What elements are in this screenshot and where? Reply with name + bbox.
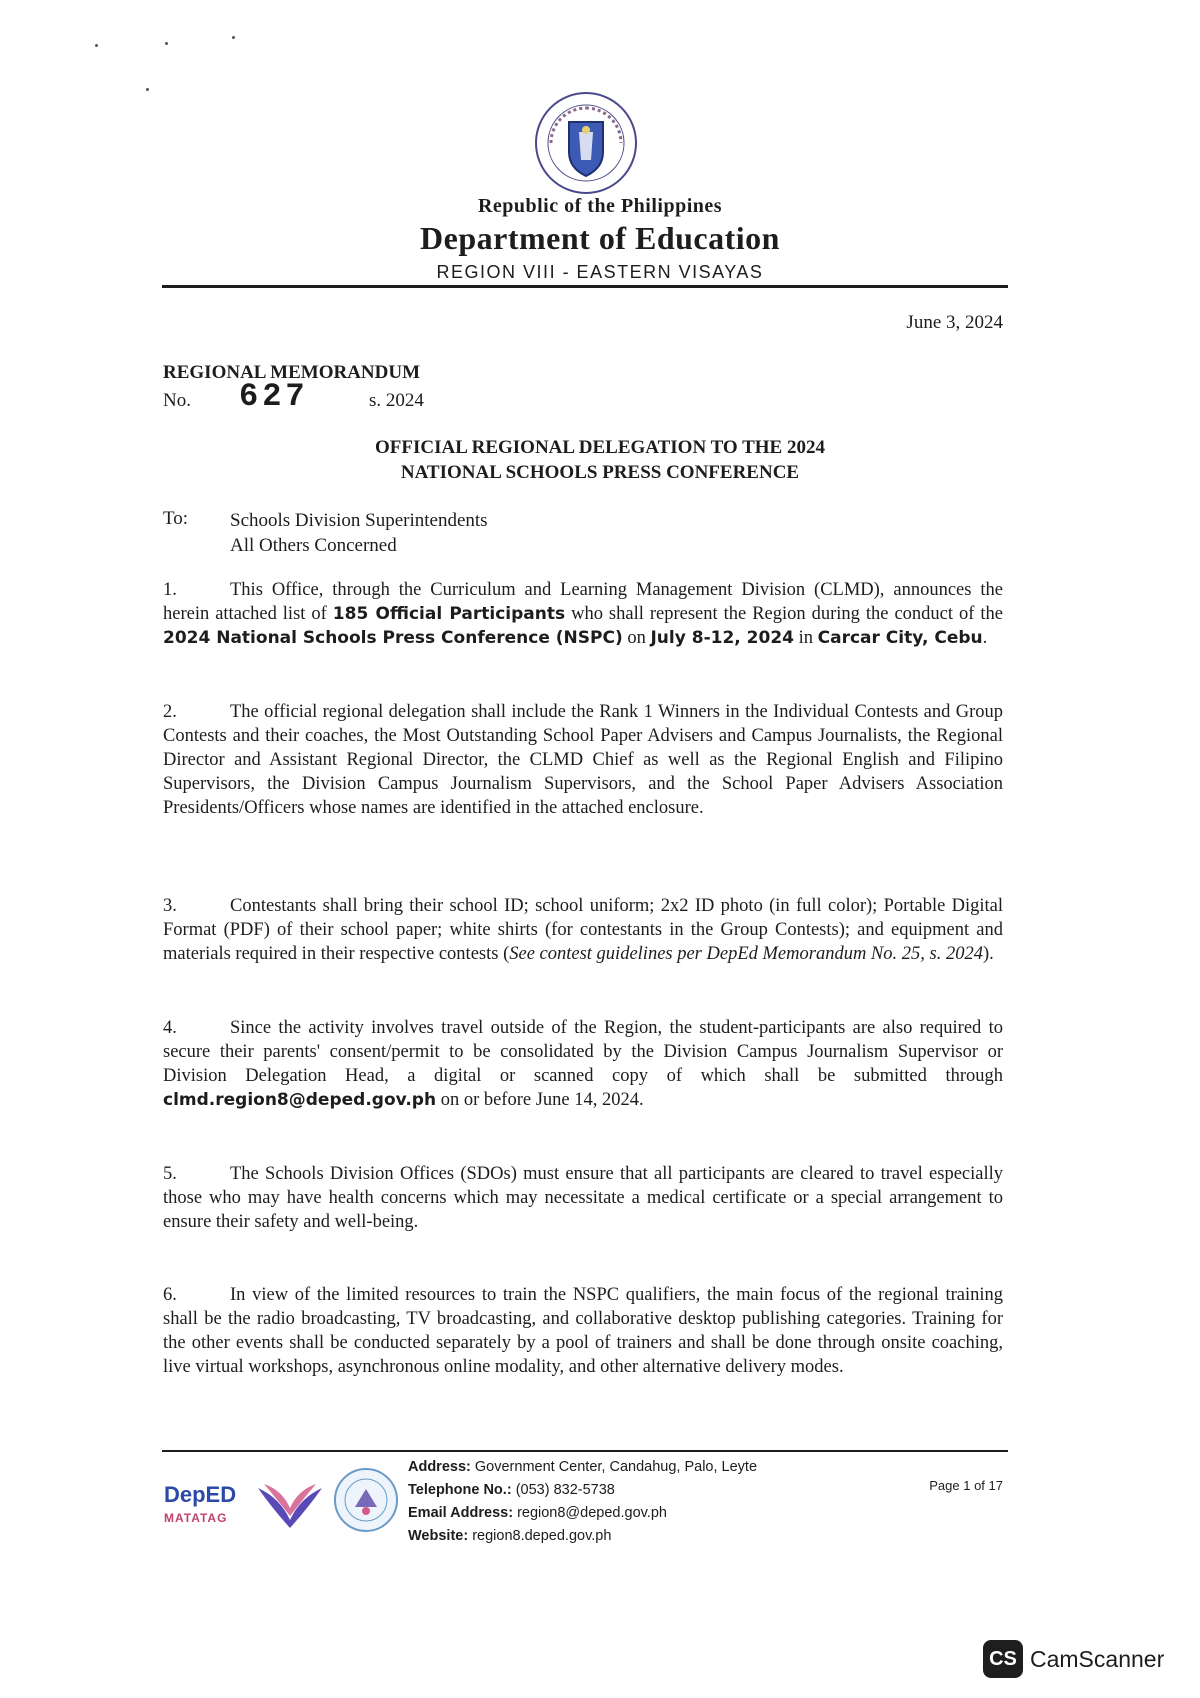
footer-contact (408, 1456, 757, 1548)
deped-logo (164, 1472, 248, 1532)
subject-line-1: OFFICIAL REGIONAL DELEGATION TO THE 2024 (375, 437, 825, 458)
email-link[interactable]: clmd.region8@deped.gov.ph (163, 1090, 437, 1110)
paragraph-number: 3. (163, 896, 177, 916)
paragraph-text: The official regional delegation shall include the Rank 1 Winners in the Individual Contests and Group Contests and their coaches, the Most Outstanding School Paper Advisers and Campus Journalists, the Regional Director and Assistant Regional Director, the CLMD Chief as well as the Regional English and Filipino Supervisors, the Division Campus Journalism Supervisors, and the School Paper Advisers Association Presidents/Officers whose names are identified in the attached enclosure. (163, 702, 1003, 818)
bagong-pilipinas-logo (250, 1468, 330, 1536)
header-divider (162, 285, 1008, 288)
website-label: Website: (408, 1528, 469, 1544)
paragraph-number: 4. (163, 1018, 177, 1038)
paragraph-text: ). (982, 944, 994, 964)
phone-label: Telephone No.: (408, 1482, 512, 1498)
recipient-list (230, 508, 488, 558)
phone-value: (053) 832-5738 (515, 1482, 615, 1498)
paragraph-bold: Carcar City, Cebu (817, 628, 983, 648)
footer-divider (162, 1450, 1008, 1452)
scan-speck (146, 88, 149, 91)
letterhead-republic: Republic of the Philippines (477, 195, 723, 217)
to-label: To: (163, 508, 189, 529)
website-value[interactable]: region8.deped.gov.ph (472, 1528, 612, 1544)
memo-series: s. 2024 (369, 390, 424, 411)
paragraph-number: 1. (163, 580, 177, 600)
paragraph-text: on or before June 14, 2024. (436, 1090, 644, 1110)
memo-number-line (163, 378, 424, 415)
memo-date: June 3, 2024 (906, 312, 1003, 333)
paragraph-text: in (793, 628, 818, 648)
paragraph-text: who shall represent the Region during the conduct of the (565, 604, 1003, 624)
footer-phone (408, 1479, 757, 1502)
recipient: Schools Division Superintendents (230, 510, 488, 531)
matatag-logo-text: MATATAG (164, 1511, 228, 1525)
memo-title: REGIONAL MEMORANDUM (163, 362, 421, 383)
paragraph-1 (163, 578, 1003, 650)
paragraph-number: 2. (163, 702, 177, 722)
memo-subject (0, 435, 1200, 485)
footer-email (408, 1502, 757, 1525)
paragraph-4 (163, 1016, 1003, 1112)
subject-line-2: NATIONAL SCHOOLS PRESS CONFERENCE (400, 462, 800, 483)
paragraph-number: 6. (163, 1285, 177, 1305)
scan-speck (232, 36, 235, 39)
paragraph-6 (163, 1283, 1003, 1379)
letterhead-department: Department of Education (420, 220, 780, 256)
paragraph-text: on (622, 628, 651, 648)
memo-no-label: No. (163, 390, 191, 411)
memo-number: 627 (239, 378, 309, 415)
paragraph-bold: July 8-12, 2024 (650, 628, 794, 648)
paragraph-bold: 185 Official Participants (332, 604, 566, 624)
scan-speck (165, 42, 168, 45)
paragraph-2 (163, 700, 1003, 820)
region-seal-icon (333, 1467, 399, 1533)
deped-logo-text: DepED (164, 1482, 237, 1507)
deped-seal-icon (533, 90, 639, 196)
recipient: All Others Concerned (230, 535, 397, 556)
letterhead-region: REGION VIII - EASTERN VISAYAS (436, 262, 764, 282)
paragraph-text: In view of the limited resources to train the NSPC qualifiers, the main focus of the regional training shall be the radio broadcasting, TV broadcasting, and collaborative desktop publishing categories. Training for the other events shall be conducted separately by a pool of trainers and shall be done through onsite coaching, live virtual workshops, asynchronous online modality, and other alternative delivery modes. (163, 1285, 1003, 1377)
paragraph-5 (163, 1162, 1003, 1234)
paragraph-text: The Schools Division Offices (SDOs) must ensure that all participants are cleared to travel especially those who may have health concerns which may necessitate a medical certificate or a special arrangement to ensure their safety and well-being. (163, 1164, 1003, 1232)
address-label: Address: (408, 1459, 471, 1475)
paragraph-number: 5. (163, 1164, 177, 1184)
paragraph-text: Contestants shall bring their school ID; school uniform; 2x2 ID photo (in full color); Portable Digital Format (PDF) of their school paper; white shirts (for contestants in the Group Contests); and equipment and materials required in their respective contests ( (163, 896, 1003, 964)
camscanner-label: CamScanner (1030, 1646, 1165, 1672)
email-label: Email Address: (408, 1505, 514, 1521)
footer-website (408, 1525, 757, 1548)
address-value: Government Center, Candahug, Palo, Leyte (474, 1459, 758, 1475)
camscanner-badge: CS (983, 1640, 1023, 1678)
paragraph-text: This Office, through the Curriculum and Learning Management Division (CLMD), announces the herein attached list of (163, 580, 1003, 624)
page-number: Page 1 of 17 (929, 1478, 1003, 1493)
scan-speck (95, 44, 98, 47)
footer-address (408, 1456, 757, 1479)
paragraph-bold: 2024 National Schools Press Conference (NSPC) (163, 628, 623, 648)
paragraph-text: Since the activity involves travel outside of the Region, the student-participants are also required to secure their parents' consent/permit to be consolidated by the Division Campus Journalism Supervisor or Division Delegation Head, a digital or scanned copy of which shall be submitted through (163, 1018, 1003, 1086)
paragraph-text: . (982, 628, 988, 648)
email-value[interactable]: region8@deped.gov.ph (517, 1505, 667, 1521)
paragraph-3 (163, 894, 1003, 966)
paragraph-italic: See contest guidelines per DepEd Memorandum No. 25, s. 2024 (509, 944, 983, 964)
